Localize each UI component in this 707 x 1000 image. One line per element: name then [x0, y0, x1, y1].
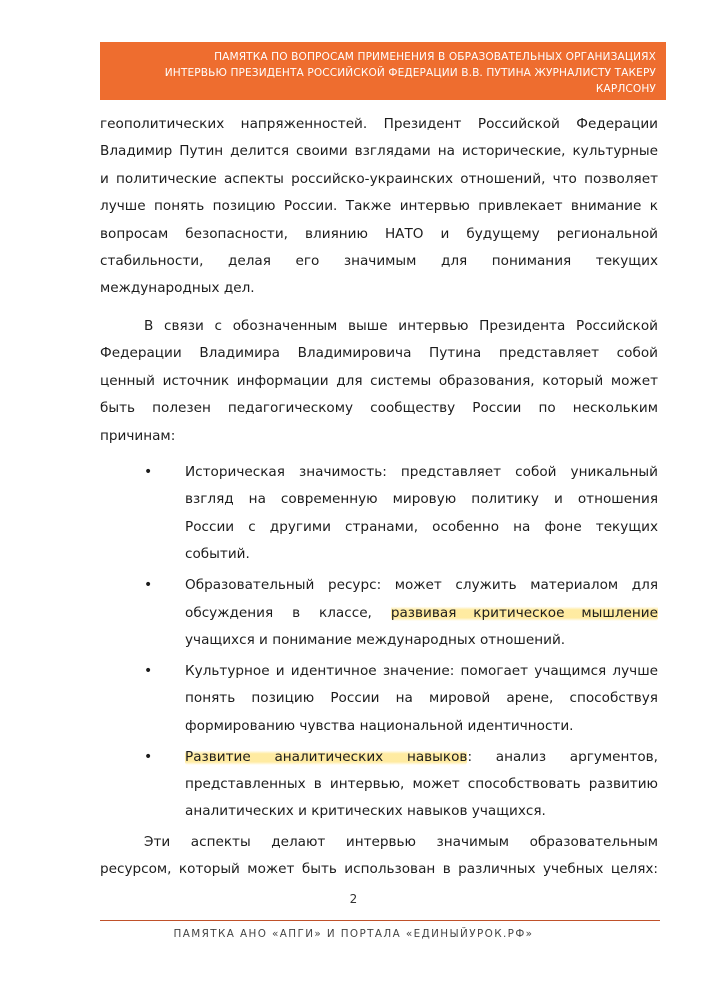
- list-item: [100, 744, 658, 826]
- paragraph-line: ценный источник информации для системы образования, который может: [100, 372, 658, 389]
- header-line-3: КАРЛСОНУ: [595, 83, 656, 95]
- list-item-line: формированию чувства национальной идентичности.: [185, 717, 574, 734]
- list-item-line: [185, 600, 658, 627]
- page-number: 2: [349, 892, 358, 906]
- list-item-line: понять позицию России на мировой арене, способствуя: [185, 690, 658, 707]
- bullet-icon: •: [144, 748, 153, 765]
- highlighted-text: развивая критическое мышление: [390, 604, 658, 621]
- paragraph-line: и политические аспекты российско-украинских отношений, что позволяет: [100, 170, 658, 187]
- paragraph-line: быть полезен педагогическому сообществу России по нескольким: [100, 400, 658, 417]
- list-item: [100, 658, 658, 740]
- list-item-line: представленных в интервью, может способствовать развитию: [185, 775, 658, 792]
- document-header-band: [100, 42, 666, 100]
- list-item-line: Историческая значимость: представляет собой уникальный: [185, 464, 658, 480]
- list-item-line: [185, 744, 658, 771]
- bullet-list: [100, 459, 658, 829]
- highlighted-text: Развитие аналитических навыков: [185, 748, 468, 765]
- list-item: [100, 459, 658, 569]
- list-item-line: взгляд на современную мировую политику и отношения: [185, 491, 658, 508]
- paragraph-line: В связи с обозначенным выше интервью Президента Российской: [144, 318, 658, 334]
- list-item-line: событий.: [185, 546, 250, 563]
- list-item-text: : анализ аргументов,: [467, 748, 658, 765]
- paragraph-line: ресурсом, который может быть использован в различных учебных целях:: [100, 861, 658, 878]
- paragraph-2: [100, 313, 658, 450]
- paragraph-1: [100, 111, 658, 303]
- paragraph-line: геополитических напряженностей. Президент Российской Федерации: [100, 116, 658, 132]
- list-item-line: аналитических и критических навыков учащихся.: [185, 803, 546, 820]
- list-item-line: учащихся и понимание международных отношений.: [185, 631, 566, 648]
- paragraph-line: стабильности, делая его значимым для понимания текущих: [100, 253, 658, 270]
- paragraph-line: вопросам безопасности, влиянию НАТО и будущему региональной: [100, 225, 658, 242]
- paragraph-line: международных дел.: [100, 280, 255, 297]
- bullet-icon: •: [144, 662, 153, 679]
- paragraph-line: Эти аспекты делают интервью значимым образовательным: [144, 834, 658, 850]
- list-item-line: России с другими странами, особенно на фоне текущих: [185, 518, 658, 535]
- list-item-line: Образовательный ресурс: может служить материалом для: [185, 577, 658, 594]
- paragraph-line: причинам:: [100, 427, 176, 444]
- list-item-text: обсуждения в классе,: [185, 604, 391, 621]
- header-line-2: ИНТЕРВЬЮ ПРЕЗИДЕНТА РОССИЙСКОЙ ФЕДЕРАЦИИ В.В. ПУТИНА ЖУРНАЛИСТУ ТАКЕРУ: [164, 67, 656, 79]
- paragraph-3: [100, 829, 658, 884]
- paragraph-line: лучше понять позицию России. Также интервью привлекает внимание к: [100, 198, 658, 215]
- bullet-icon: •: [144, 577, 153, 594]
- paragraph-line: Владимир Путин делится своими взглядами на исторические, культурные: [100, 143, 658, 160]
- paragraph-line: Федерации Владимира Владимировича Путина представляет собой: [100, 345, 658, 362]
- page-footer: ПАМЯТКА АНО «АПГИ» И ПОРТАЛА «ЕДИНЫЙУРОК.РФ»: [173, 928, 534, 940]
- bullet-icon: •: [144, 464, 153, 480]
- header-line-1: ПАМЯТКА ПО ВОПРОСАМ ПРИМЕНЕНИЯ В ОБРАЗОВАТЕЛЬНЫХ ОРГАНИЗАЦИЯХ: [214, 51, 656, 63]
- list-item: [100, 572, 658, 654]
- footer-divider: [100, 920, 660, 921]
- list-item-line: Культурное и идентичное значение: помогает учащимся лучше: [185, 662, 658, 679]
